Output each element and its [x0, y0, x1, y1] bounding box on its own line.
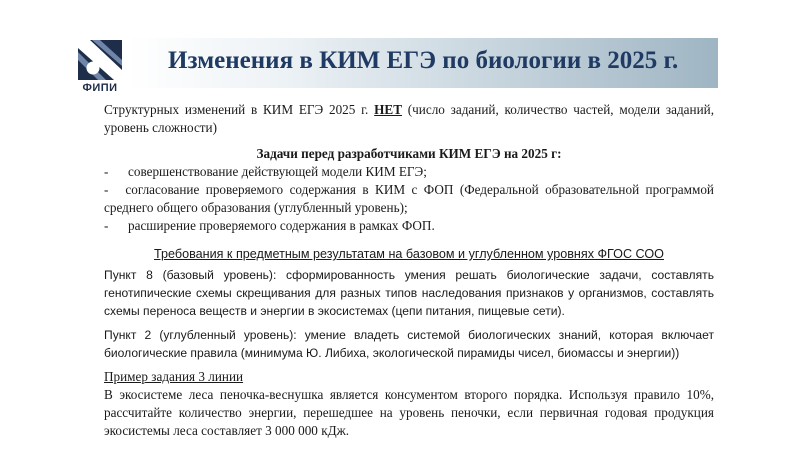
- task-item: [104, 217, 714, 235]
- task-item-text: расширение проверяемого содержания в рамках ФОП.: [128, 218, 435, 233]
- task-item-text: совершенствование действующей модели КИМ ЕГЭ;: [128, 164, 427, 179]
- example-text: В экосистеме леса пеночка-веснушка является консументом второго порядка. Используя правило 10%, рассчитайте количество энергии, перешедшее на уровень пеночки, если первичная годовая продукция экосистемы леса составляет 3 000 000 кДж.: [104, 387, 714, 438]
- task-item: [104, 163, 714, 181]
- page-title: Изменения в КИМ ЕГЭ по биологии в 2025 г.: [168, 47, 679, 74]
- requirements-heading: Требования к предметным результатам на базовом и углубленном уровнях ФГОС СОО: [154, 247, 664, 261]
- bullet-dash: -: [104, 182, 109, 197]
- intro-text-after: (число заданий, количество частей, модели заданий, уровень сложности): [104, 102, 714, 135]
- requirement-point-2: Пункт 2 (углубленный уровень): умение владеть системой биологических знаний, которая включает биологические правила (минимума Ю. Либиха, экологической пирамиды чисел, биомассы и энергии)): [104, 328, 714, 360]
- slide-content: [104, 101, 714, 440]
- example-label: Пример задания 3 линии: [104, 369, 244, 384]
- logo-text: ФИПИ: [82, 82, 118, 94]
- intro-text-before: Структурных изменений в КИМ ЕГЭ 2025 г.: [104, 102, 375, 117]
- intro-paragraph: [104, 101, 714, 137]
- tasks-heading: Задачи перед разработчиками КИМ ЕГЭ на 2025 г:: [256, 146, 562, 161]
- intro-emphasis: НЕТ: [374, 102, 402, 117]
- task-item-text: согласование проверяемого содержания в КИМ с ФОП (Федеральной образовательной программой среднего общего образования (углубленный уровень);: [104, 182, 714, 215]
- task-item: [104, 181, 714, 217]
- bullet-dash: -: [104, 164, 109, 179]
- requirement-point-8: Пункт 8 (базовый уровень): сформированность умения решать биологические задачи, составлять генотипические схемы скрещивания для разных типов наследования признаков у организмов, составлять схемы переноса веществ и энергии в экосистемах (цепи питания, пищевые сети).: [104, 268, 714, 318]
- bullet-dash: -: [104, 218, 109, 233]
